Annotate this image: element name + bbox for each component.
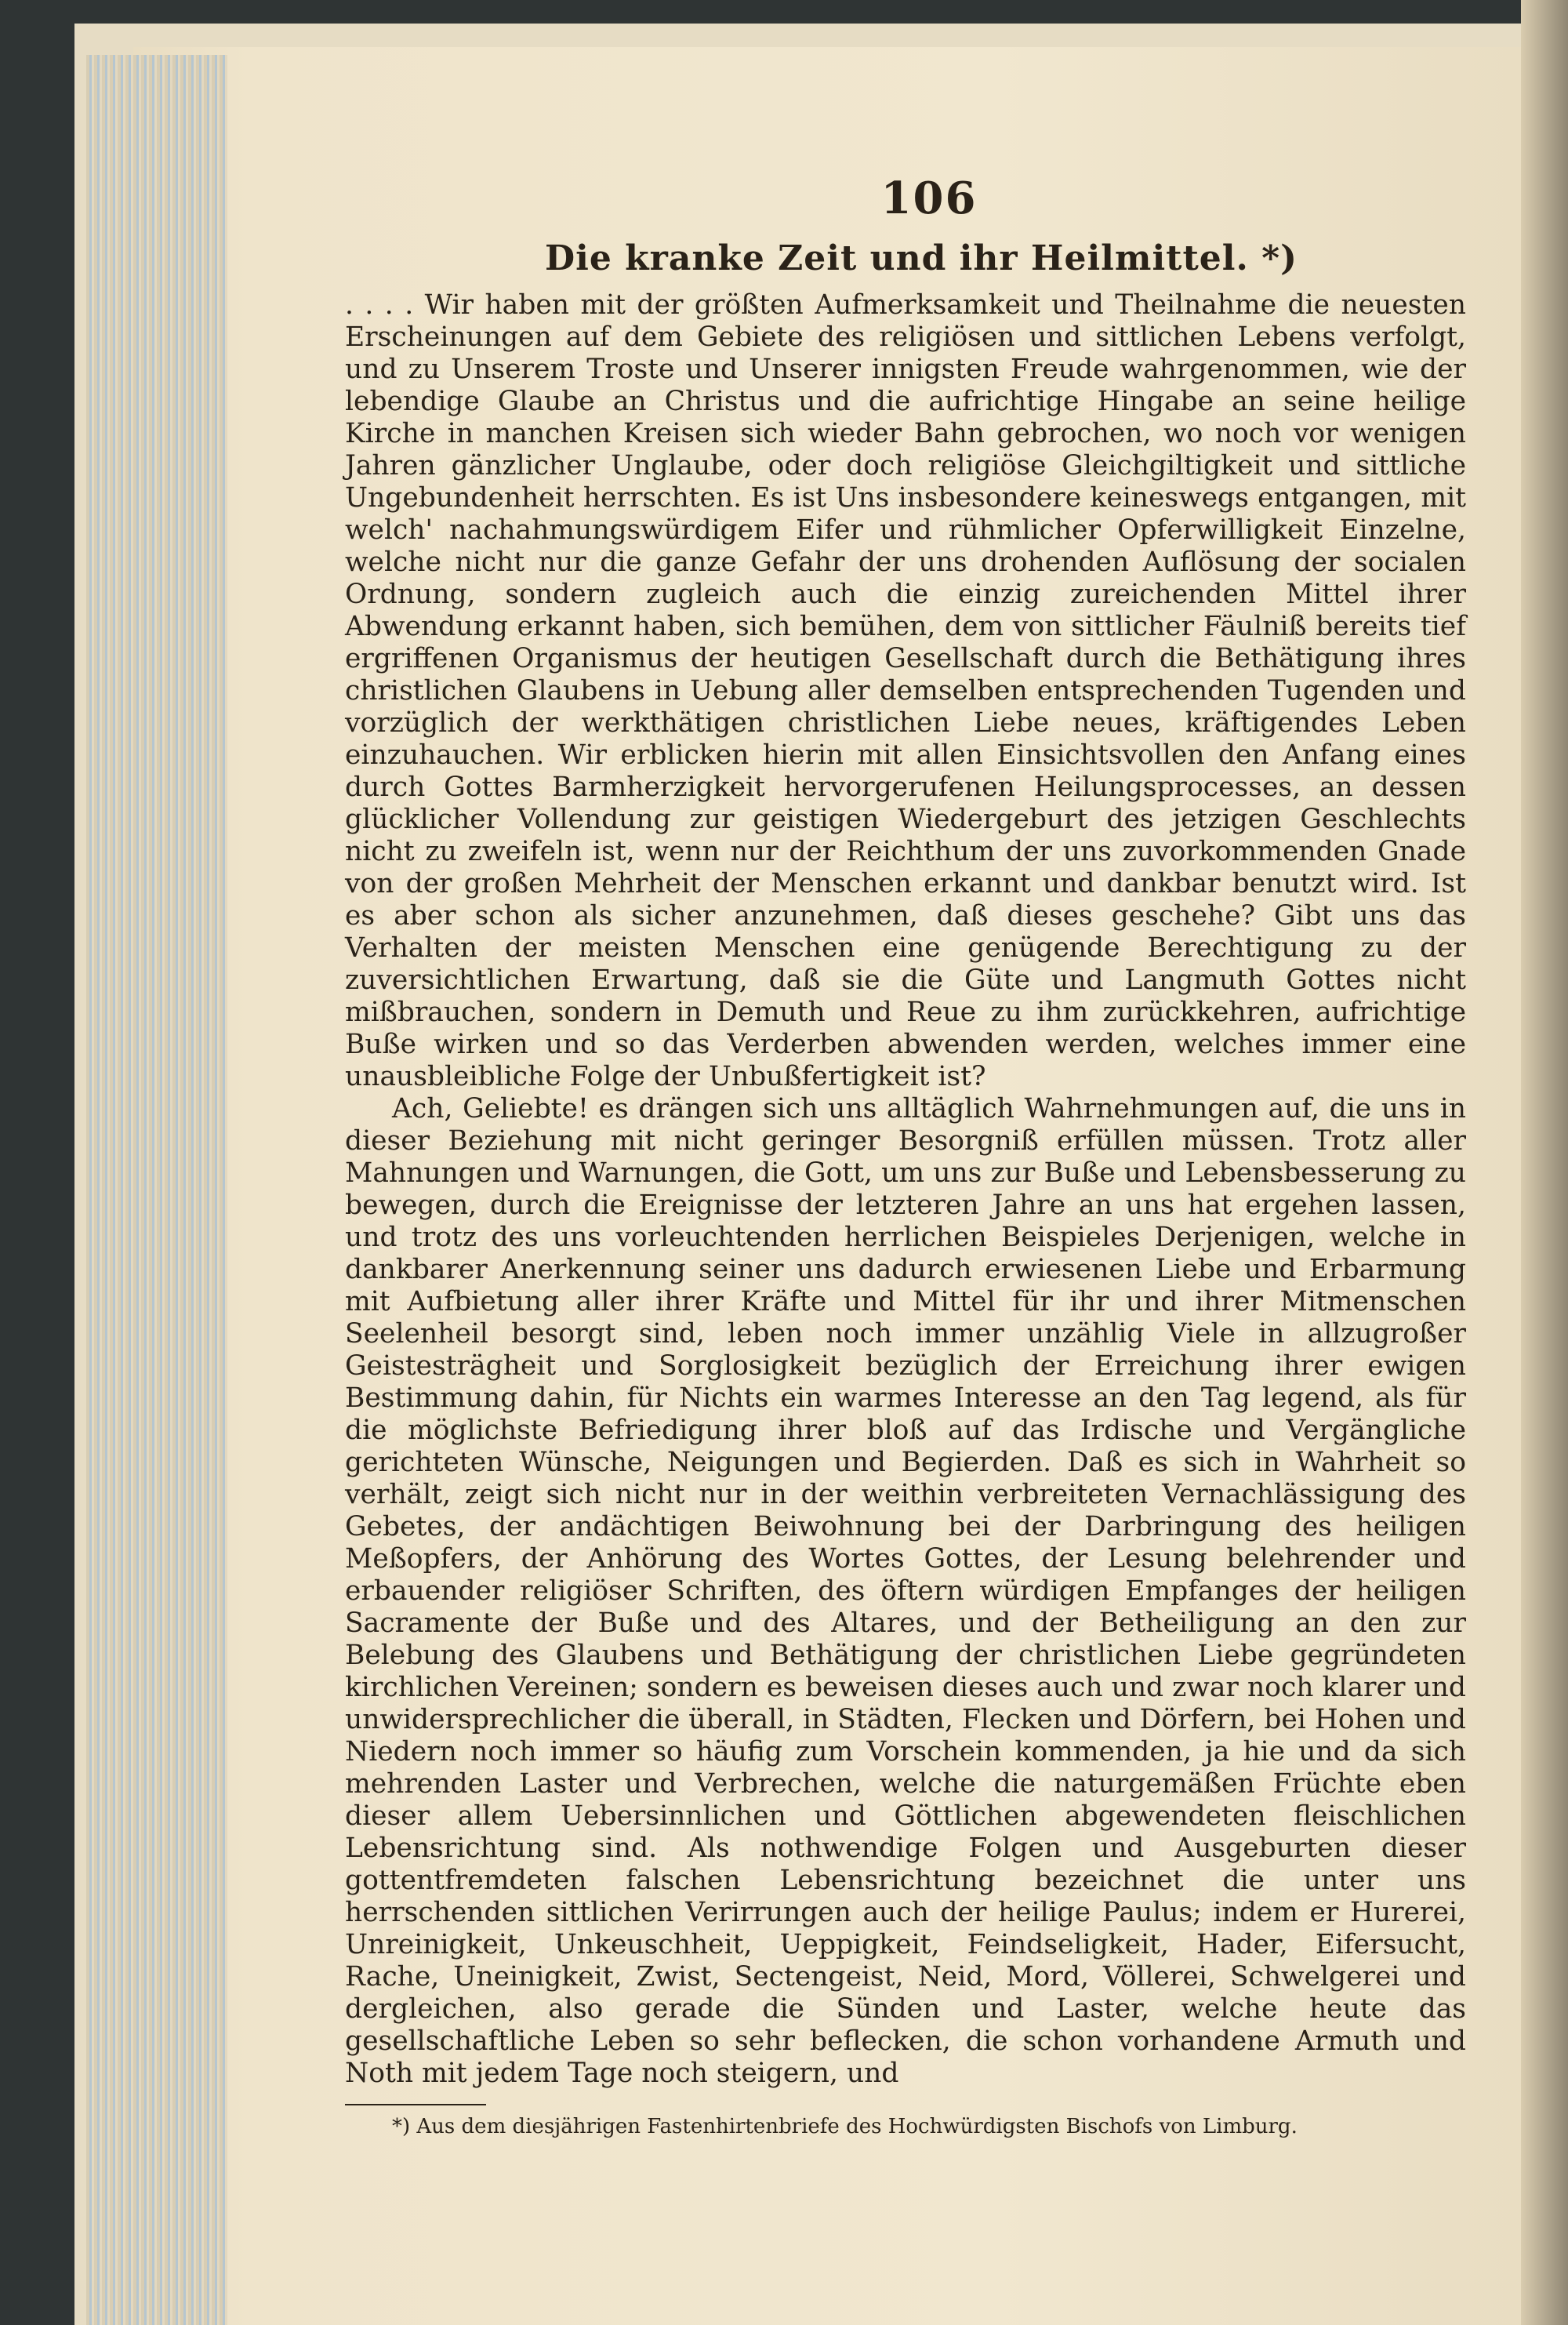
footnote-divider [345,2104,486,2105]
page-content [345,173,1466,2140]
page-stack-edge [86,55,227,2325]
article-title: Die kranke Zeit und ihr Heilmittel. *) [545,238,1298,278]
paragraph-2: Ach, Geliebte! es drängen sich uns alltäglich Wahrnehmungen auf, die uns in dieser Beziehung mit nicht geringer Besorgniß erfüllen müssen. Trotz aller Mahnungen und Warnungen, die Gott, um uns zur Buße und Lebensbesserung zu bewegen, durch die Ereignisse der letzteren Jahre an uns hat ergehen lassen, und trotz des uns vorleuchtenden herrlichen Beispieles Derjenigen, welche in dankbarer Anerkennung seiner uns dadurch erwiesenen Liebe und Erbarmung mit Aufbietung aller ihrer Kräfte und Mittel für ihr und ihrer Mitmenschen Seelenheil besorgt sind, leben noch immer unzählig Viele in allzugroßer Geistesträgheit und Sorglosigkeit bezüglich der Erreichung ihrer ewigen Bestimmung dahin, für Nichts ein warmes Interesse an den Tag legend, als für die möglichste Befriedigung ihrer bloß auf das Irdische und Vergängliche gerichteten Wünsche, Neigungen und Begierden. Daß es sich in Wahrheit so verhält, zeigt sich nicht nur in der weithin verbreiteten Vernachlässigung des Gebetes, der andächtigen Beiwohnung bei der Darbringung des heiligen Meßopfers, der Anhörung des Wortes Gottes, der Lesung belehrender und erbauender religiöser Schriften, des öftern würdigen Empfanges der heiligen Sacramente der Buße und des Altares, und der Betheiligung an den zur Belebung des Glaubens und Bethätigung der christlichen Liebe gegründeten kirchlichen Vereinen; sondern es beweisen dieses auch und zwar noch klarer und unwidersprechlicher die überall, in Städten, Flecken und Dörfern, bei Hohen und Niedern noch immer so häufig zum Vorschein kommenden, ja hie und da sich mehrenden Laster und Verbrechen, welche die naturgemäßen Früchte eben dieser allem Uebersinnlichen und Göttlichen abgewendeten fleischlichen Lebensrichtung sind. Als nothwendige Folgen und Ausgeburten dieser gottentfremdeten falschen Lebensrichtung bezeichnet die unter uns herrschenden sittlichen Verirrungen auch der heilige Paulus; indem er Hurerei, Unreinigkeit, Unkeuschheit, Ueppigkeit, Feindseligkeit, Hader, Eifersucht, Rache, Uneinigkeit, Zwist, Sectengeist, Neid, Mord, Völlerei, Schwelgerei und dergleichen, also gerade die Sünden und Laster, welche heute das gesellschaftliche Leben so sehr beflecken, die schon vorhandene Armuth und Noth mit jedem Tage noch steigern, und [345,1093,1466,2089]
book-gutter [1521,0,1568,2325]
paragraph-1: . . . . Wir haben mit der größten Aufmerksamkeit und Theilnahme die neuesten Erscheinungen auf dem Gebiete des religiösen und sittlichen Lebens verfolgt, und zu Unserem Troste und Unserer innigsten Freude wahrgenommen, wie der lebendige Glaube an Christus und die aufrichtige Hingabe an seine heilige Kirche in manchen Kreisen sich wieder Bahn gebrochen, wo noch vor wenigen Jahren gänzlicher Unglaube, oder doch religiöse Gleichgiltigkeit und sittliche Ungebundenheit herrschten. Es ist Uns insbesondere keineswegs entgangen, mit welch' nachahmungswürdigem Eifer und rühmlicher Opferwilligkeit Einzelne, welche nicht nur die ganze Gefahr der uns drohenden Auflösung der socialen Ordnung, sondern zugleich auch die einzig zureichenden Mittel ihrer Abwendung erkannt haben, sich bemühen, dem von sittlicher Fäulniß bereits tief ergriffenen Organismus der heutigen Gesellschaft durch die Bethätigung ihres christlichen Glaubens in Uebung aller demselben entsprechenden Tugenden und vorzüglich der werkthätigen christlichen Liebe neues, kräftigendes Leben einzuhauchen. Wir erblicken hierin mit allen Einsichtsvollen den Anfang eines durch Gottes Barmherzigkeit hervorgerufenen Heilungsprocesses, an dessen glücklicher Vollendung zur geistigen Wiedergeburt des jetzigen Geschlechts nicht zu zweifeln ist, wenn nur der Reichthum der uns zuvorkommenden Gnade von der großen Mehrheit der Menschen erkannt und dankbar benutzt wird. Ist es aber schon als sicher anzunehmen, daß dieses geschehe? Gibt uns das Verhalten der meisten Menschen eine genügende Berechtigung zu der zuversichtlichen Erwartung, daß sie die Güte und Langmuth Gottes nicht mißbrauchen, sondern in Demuth und Reue zu ihm zurückkehren, aufrichtige Buße wirken und so das Verderben abwenden werden, welches immer eine unausbleibliche Folge der Unbußfertigkeit ist? [345,289,1466,1092]
page-number: 106 [880,173,978,224]
footnote: *) Aus dem diesjährigen Fastenhirtenbriefe des Hochwürdigsten Bischofs von Limburg. [392,2115,1298,2138]
